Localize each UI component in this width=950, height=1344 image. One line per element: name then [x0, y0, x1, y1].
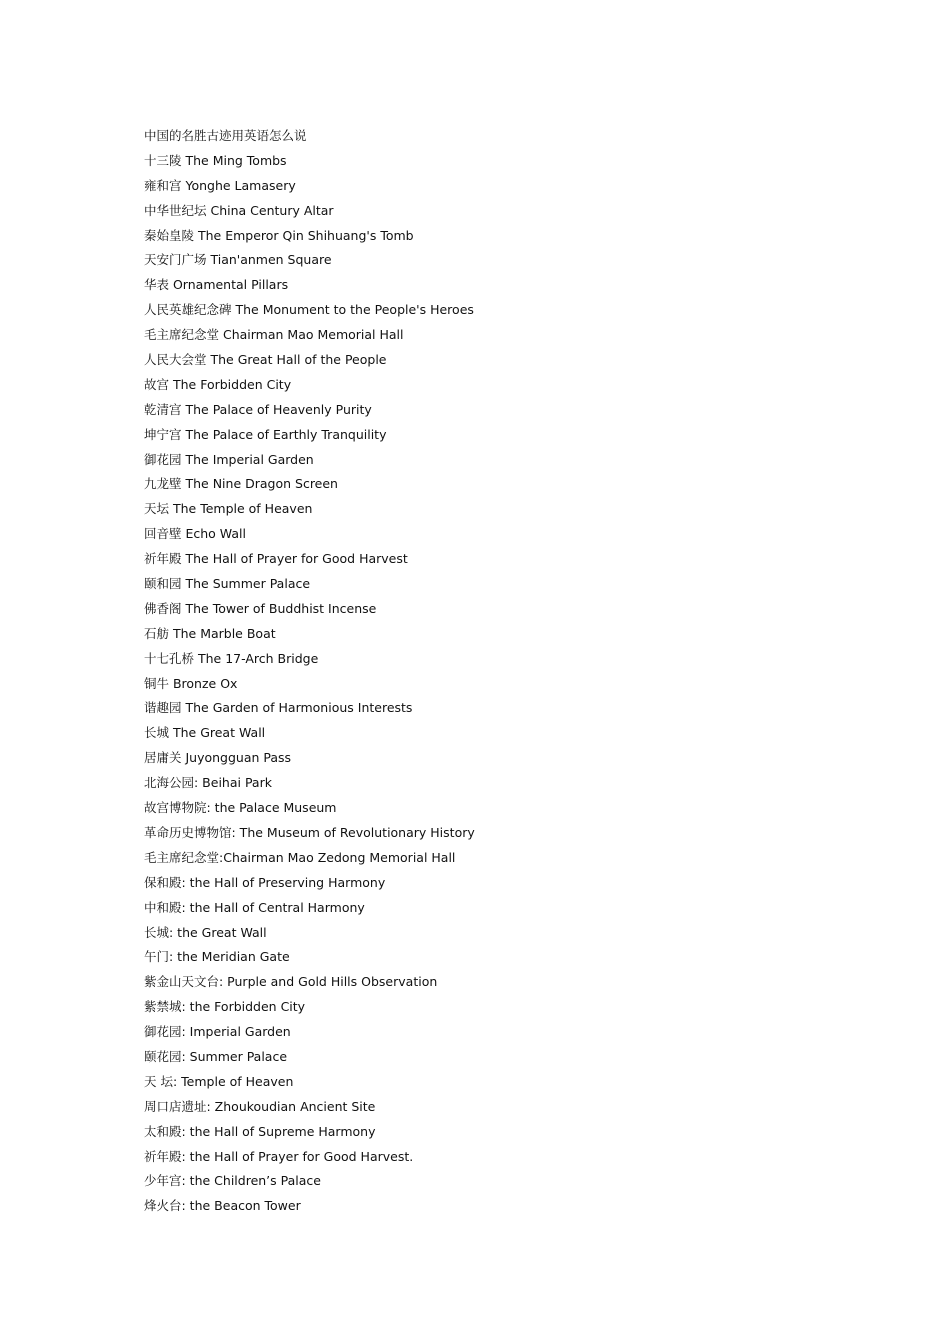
list-item: 铜牛 Bronze Ox	[144, 675, 238, 691]
list-item: 天坛 The Temple of Heaven	[144, 501, 313, 517]
document-title: 中国的名胜古迹用英语怎么说	[144, 128, 307, 143]
list-item: 颐花园: Summer Palace	[144, 1048, 288, 1064]
list-item: 雍和宫 Yonghe Lamasery	[144, 177, 296, 193]
list-item: 中和殿: the Hall of Central Harmony	[144, 899, 365, 915]
landmark-list	[144, 124, 864, 1219]
list-item: 少年宫: the Children’s Palace	[144, 1173, 321, 1189]
list-item: 御花园: Imperial Garden	[144, 1024, 291, 1040]
list-item: 佛香阁 The Tower of Buddhist Incense	[144, 600, 377, 616]
list-item: 谐趣园 The Garden of Harmonious Interests	[144, 700, 413, 716]
list-item: 秦始皇陵 The Emperor Qin Shihuang's Tomb	[144, 227, 414, 243]
list-item: 十三陵 The Ming Tombs	[144, 152, 287, 168]
list-item: 故宫 The Forbidden City	[144, 376, 292, 392]
list-item: 祈年殿: the Hall of Prayer for Good Harvest.	[144, 1148, 414, 1164]
list-item: 故宫博物院: the Palace Museum	[144, 800, 337, 816]
list-item: 天 坛: Temple of Heaven	[144, 1073, 294, 1089]
list-item: 太和殿: the Hall of Supreme Harmony	[144, 1123, 376, 1139]
list-item: 人民英雄纪念碑 The Monument to the People's Heroes	[144, 302, 474, 318]
list-item: 长城: the Great Wall	[144, 924, 267, 940]
list-item: 周口店遗址: Zhoukoudian Ancient Site	[144, 1098, 376, 1114]
list-item: 毛主席纪念堂:Chairman Mao Zedong Memorial Hall	[144, 849, 456, 865]
list-item: 坤宁宫 The Palace of Earthly Tranquility	[144, 426, 387, 442]
list-item: 回音壁 Echo Wall	[144, 526, 246, 542]
list-item: 乾清宫 The Palace of Heavenly Purity	[144, 401, 372, 417]
list-item: 居庸关 Juyongguan Pass	[144, 750, 292, 766]
list-item: 革命历史博物馆: The Museum of Revolutionary History	[144, 824, 475, 840]
list-item: 祈年殿 The Hall of Prayer for Good Harvest	[144, 551, 408, 567]
list-item: 保和殿: the Hall of Preserving Harmony	[144, 874, 386, 890]
list-item: 烽火台: the Beacon Tower	[144, 1198, 301, 1214]
list-item: 人民大会堂 The Great Hall of the People	[144, 352, 387, 368]
list-item: 九龙壁 The Nine Dragon Screen	[144, 476, 338, 492]
list-item: 午门: the Meridian Gate	[144, 949, 290, 965]
list-item: 御花园 The Imperial Garden	[144, 451, 314, 467]
list-item: 天安门广场 Tian'anmen Square	[144, 252, 332, 268]
list-item: 北海公园: Beihai Park	[144, 775, 272, 791]
list-item: 颐和园 The Summer Palace	[144, 576, 311, 592]
list-item: 紫金山天文台: Purple and Gold Hills Observation	[144, 974, 438, 990]
list-item: 中华世纪坛 China Century Altar	[144, 202, 334, 218]
list-item: 毛主席纪念堂 Chairman Mao Memorial Hall	[144, 327, 404, 343]
list-item: 紫禁城: the Forbidden City	[144, 999, 306, 1015]
list-item: 石舫 The Marble Boat	[144, 625, 276, 641]
list-item: 华表 Ornamental Pillars	[144, 277, 289, 293]
list-item: 十七孔桥 The 17-Arch Bridge	[144, 650, 319, 666]
list-item: 长城 The Great Wall	[144, 725, 266, 741]
